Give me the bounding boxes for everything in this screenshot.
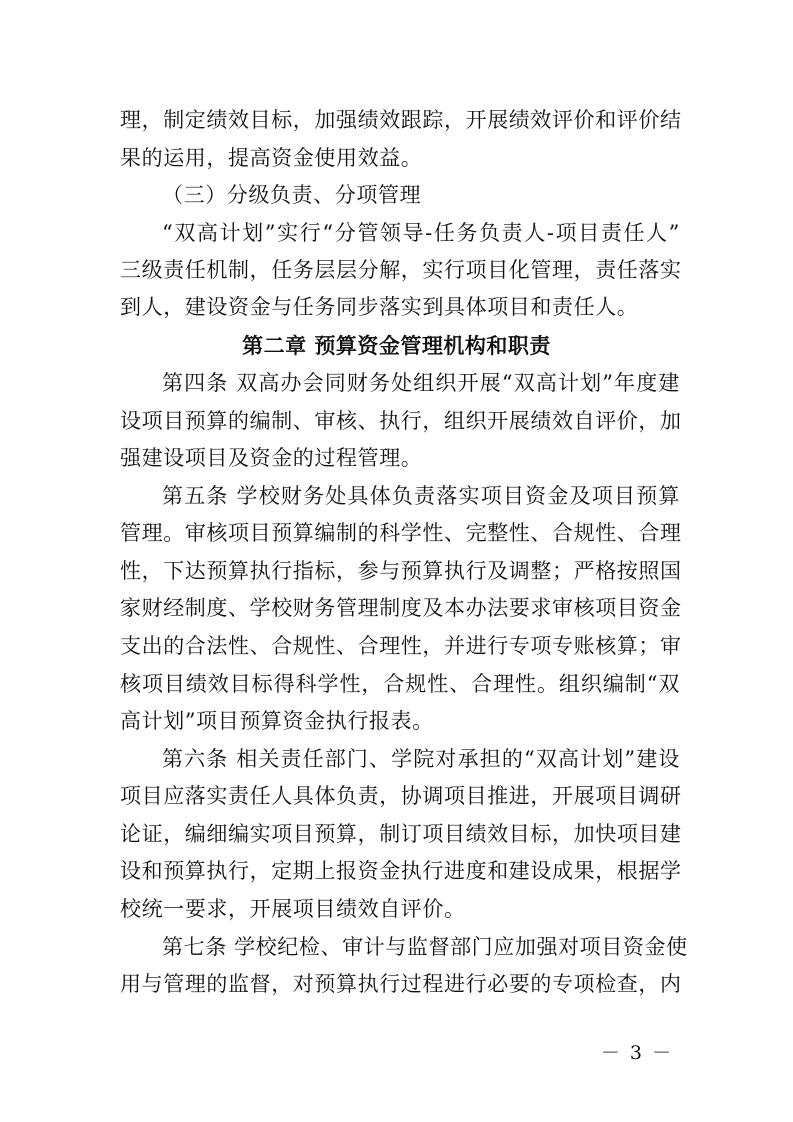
article-6-line: 论证，编细编实项目预算，制订项目绩效目标，加快项目建 xyxy=(120,822,682,846)
article-6-line: 第六条 相关责任部门、学院对承担的“双高计划”建设 xyxy=(162,747,680,771)
article-4-line: 第四条 双高办会同财务处组织开展“双高计划”年度建 xyxy=(162,371,680,395)
article-5-line: 第五条 学校财务处具体负责落实项目资金及项目预算 xyxy=(162,484,680,508)
page-number: － 3 － xyxy=(600,1042,673,1064)
article-5-line: 管理。审核项目预算编制的科学性、完整性、合规性、合理 xyxy=(120,521,682,545)
article-5-line: 高计划”项目预算资金执行报表。 xyxy=(120,709,434,733)
article-7-line: 第七条 学校纪检、审计与监督部门应加强对项目资金使 xyxy=(162,935,688,959)
paragraph-line: 理，制定绩效目标，加强绩效跟踪，开展绩效评价和评价结 xyxy=(120,108,682,132)
article-6-line: 设和预算执行，定期上报资金执行进度和建设成果，根据学 xyxy=(120,859,682,883)
article-5-line: 性，下达预算执行指标，参与预算执行及调整；严格按照国 xyxy=(120,559,682,583)
article-4-line: 强建设项目及资金的过程管理。 xyxy=(120,446,423,470)
article-5-line: 家财经制度、学校财务管理制度及本办法要求审核项目资金 xyxy=(120,596,682,620)
paragraph-line: “双高计划”实行“分管领导-任务负责人-项目责任人” xyxy=(162,221,680,245)
chapter-heading: 第二章 预算资金管理机构和职责 xyxy=(242,334,551,358)
article-5-line: 核项目绩效目标得科学性，合规性、合理性。组织编制“双 xyxy=(120,672,680,696)
section-subheading: （三）分级负责、分项管理 xyxy=(162,183,422,207)
paragraph-line: 到人，建设资金与任务同步落实到具体项目和责任人。 xyxy=(120,295,639,319)
article-6-line: 项目应落实责任人具体负责，协调项目推进，开展项目调研 xyxy=(120,784,682,808)
article-7-line: 用与管理的监督，对预算执行过程进行必要的专项检查，内 xyxy=(120,972,682,996)
paragraph-line: 果的运用，提高资金使用效益。 xyxy=(120,146,423,170)
article-5-line: 支出的合法性、合规性、合理性，并进行专项专账核算；审 xyxy=(120,634,682,658)
article-4-line: 设项目预算的编制、审核、执行，组织开展绩效自评价，加 xyxy=(120,409,682,433)
paragraph-line: 三级责任机制，任务层层分解，实行项目化管理，责任落实 xyxy=(120,258,682,282)
article-6-line: 校统一要求，开展项目绩效自评价。 xyxy=(120,897,466,921)
